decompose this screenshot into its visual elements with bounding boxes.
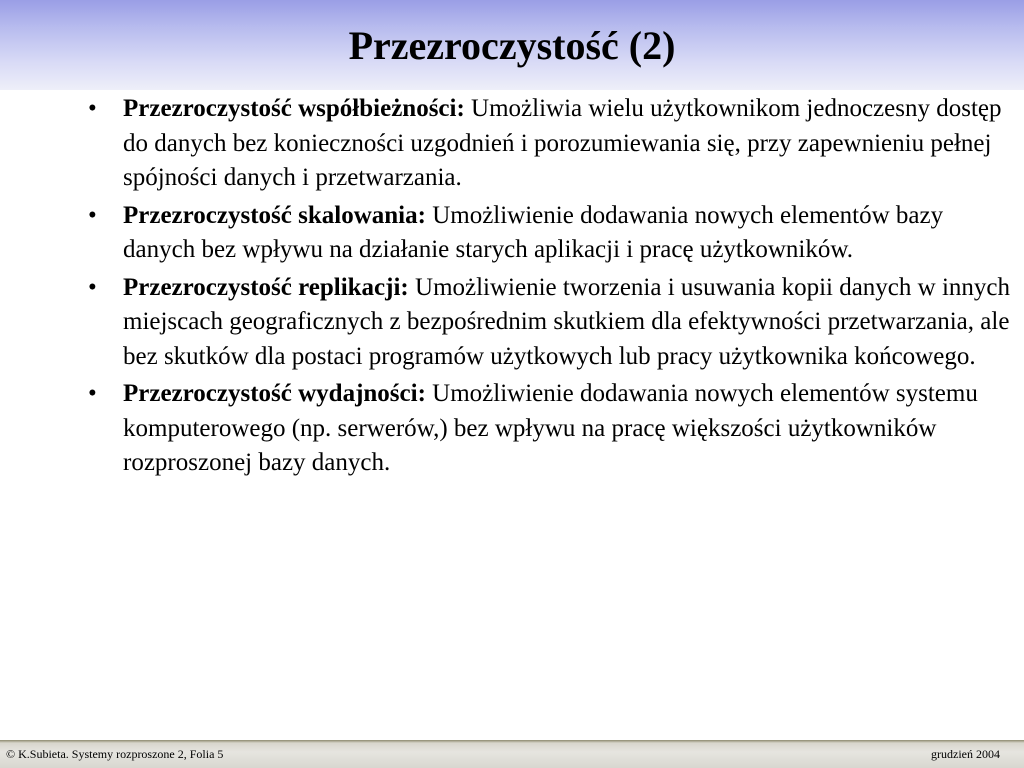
bullet-heading: Przezroczystość współbieżności: [123, 95, 465, 122]
footer-bar [0, 740, 1024, 768]
bullet-icon: • [88, 380, 97, 407]
bullet-list [88, 92, 1016, 484]
bullet-text: Umożliwia wielu użytkownikom jednoczesny dostęp do danych bez konieczności uzgodnień i porozumiewania się, przy zapewnieniu pełnej spójności danych i przetwarzania. [123, 95, 1002, 191]
footer-copyright: © K.Subieta. Systemy rozproszone 2, Folia 5 [6, 747, 224, 761]
bullet-icon: • [88, 95, 97, 122]
bullet-item-scaling [88, 199, 1016, 268]
bullet-item-concurrency [88, 92, 1016, 196]
bullet-text: Umożliwienie dodawania nowych elementów bazy danych bez wpływu na działanie starych aplikacji i pracę użytkowników. [123, 201, 944, 263]
slide-title: Przezroczystość (2) [348, 23, 676, 68]
bullet-item-replication [88, 271, 1016, 375]
bullet-heading: Przezroczystość replikacji: [123, 273, 409, 301]
bullet-icon: • [88, 273, 97, 301]
bullet-text: Umożliwienie tworzenia i usuwania kopii danych w innych miejscach geograficznych z bezpośrednim skutkiem dla efektywności przetwarzania, ale bez skutków dla postaci programów użytkowych lub pracy użytkownika końcowego. [123, 273, 1010, 370]
bullet-icon: • [88, 201, 97, 229]
bullet-text: Umożliwienie dodawania nowych elementów systemu komputerowego (np. serwerów,) bez wpływu na pracę większości użytkowników rozproszonej bazy danych. [123, 380, 978, 476]
bullet-item-performance [88, 377, 1016, 481]
bullet-heading: Przezroczystość skalowania: [123, 201, 426, 229]
footer-date: grudzień 2004 [931, 747, 1000, 761]
bullet-heading: Przezroczystość wydajności: [123, 380, 426, 407]
